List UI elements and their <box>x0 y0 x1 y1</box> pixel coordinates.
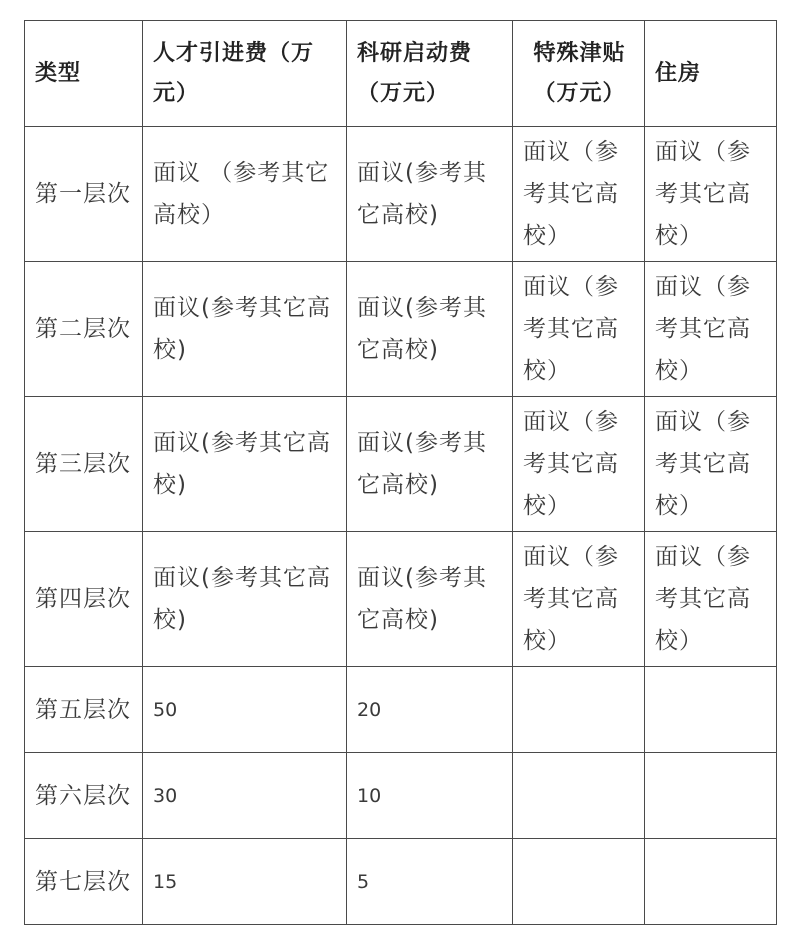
special-allowance-cell: 面议（参考其它高校） <box>513 262 645 397</box>
table-row <box>25 127 777 262</box>
header-row <box>25 21 777 127</box>
introduction-fee-cell: 面议 （参考其它高校） <box>143 127 347 262</box>
research-startup-fee-cell: 面议(参考其它高校) <box>347 532 513 667</box>
table-row <box>25 839 777 925</box>
level-cell: 第三层次 <box>25 397 143 532</box>
housing-cell: 面议（参考其它高校） <box>645 532 777 667</box>
header-cell-type: 类型 <box>25 21 143 127</box>
talent-benefits-table <box>24 20 777 925</box>
research-startup-fee-cell: 面议(参考其它高校) <box>347 397 513 532</box>
housing-cell <box>645 753 777 839</box>
table-row <box>25 753 777 839</box>
table-row <box>25 262 777 397</box>
housing-cell <box>645 667 777 753</box>
table-row <box>25 667 777 753</box>
special-allowance-cell <box>513 753 645 839</box>
introduction-fee-cell: 50 <box>143 667 347 753</box>
introduction-fee-cell: 15 <box>143 839 347 925</box>
header-cell-special-allowance: 特殊津贴（万元） <box>513 21 645 127</box>
level-cell: 第六层次 <box>25 753 143 839</box>
special-allowance-cell <box>513 839 645 925</box>
table-row <box>25 532 777 667</box>
header-cell-introduction-fee: 人才引进费（万元） <box>143 21 347 127</box>
level-cell: 第二层次 <box>25 262 143 397</box>
research-startup-fee-cell: 10 <box>347 753 513 839</box>
header-cell-research-startup-fee: 科研启动费（万元） <box>347 21 513 127</box>
table-row <box>25 397 777 532</box>
introduction-fee-cell: 面议(参考其它高校) <box>143 532 347 667</box>
header-cell-housing: 住房 <box>645 21 777 127</box>
introduction-fee-cell: 面议(参考其它高校) <box>143 397 347 532</box>
research-startup-fee-cell: 面议(参考其它高校) <box>347 127 513 262</box>
level-cell: 第四层次 <box>25 532 143 667</box>
housing-cell <box>645 839 777 925</box>
housing-cell: 面议（参考其它高校） <box>645 262 777 397</box>
research-startup-fee-cell: 5 <box>347 839 513 925</box>
introduction-fee-cell: 面议(参考其它高校) <box>143 262 347 397</box>
level-cell: 第一层次 <box>25 127 143 262</box>
housing-cell: 面议（参考其它高校） <box>645 397 777 532</box>
research-startup-fee-cell: 20 <box>347 667 513 753</box>
housing-cell: 面议（参考其它高校） <box>645 127 777 262</box>
level-cell: 第五层次 <box>25 667 143 753</box>
special-allowance-cell: 面议（参考其它高校） <box>513 397 645 532</box>
introduction-fee-cell: 30 <box>143 753 347 839</box>
level-cell: 第七层次 <box>25 839 143 925</box>
special-allowance-cell: 面议（参考其它高校） <box>513 532 645 667</box>
special-allowance-cell <box>513 667 645 753</box>
special-allowance-cell: 面议（参考其它高校） <box>513 127 645 262</box>
research-startup-fee-cell: 面议(参考其它高校) <box>347 262 513 397</box>
